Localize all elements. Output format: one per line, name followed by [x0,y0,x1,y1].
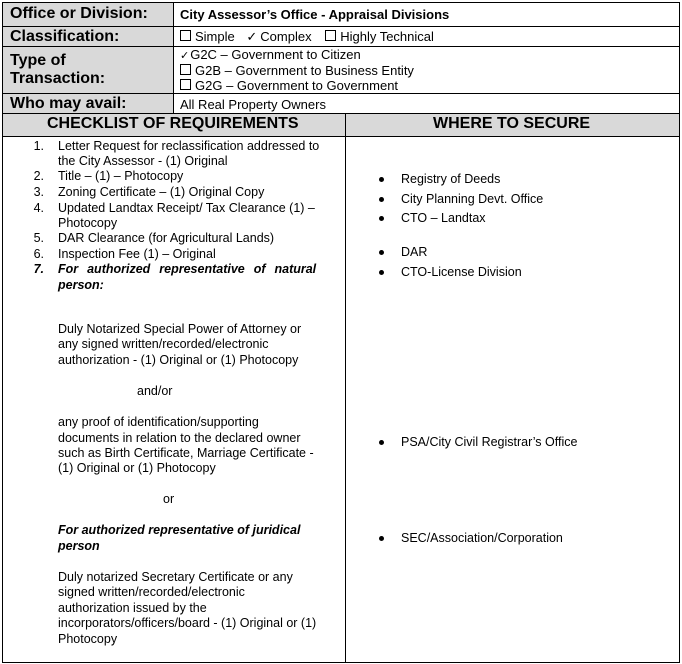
spa-line-1: Duly Notarized Special Power of Attorney or [58,322,302,336]
option-highly-technical: Highly Technical [340,29,434,44]
item-2-line-1: Title – (1) – Photocopy [58,169,184,183]
where-item: City Planning Devt. Office [401,192,544,206]
who-value: All Real Property Owners [180,97,326,112]
bullet-icon [379,177,384,182]
item-4-line-1: Updated Landtax Receipt/ Tax Clearance (1) – [58,201,315,215]
secretary-line-1: Duly notarized Secretary Certificate or any [58,570,293,584]
option-simple: Simple [195,29,235,44]
bullet-icon [379,270,384,275]
item-4-line-2: Photocopy [58,216,118,230]
checkmark-icon: ✓ [246,29,258,44]
item-1-line-1: Letter Request for reclassification addressed to [58,139,320,153]
item-number: 1. [33,139,44,153]
where-header: WHERE TO SECURE [433,115,591,132]
juridical-line-1: For authorized representative of juridical [58,523,301,537]
spa-line-3: authorization - (1) Original or (1) Photocopy [58,353,299,367]
where-item: Registry of Deeds [401,172,501,186]
secretary-line-4: incorporators/officers/board - (1) Original or (1) [58,616,317,630]
secretary-line-5: Photocopy [58,632,118,646]
or-text: or [163,492,175,506]
office-value: City Assessor’s Office - Appraisal Divisions [180,7,450,22]
item-number: 7. [33,262,44,276]
item-6-line-1: Inspection Fee (1) – Original [58,247,216,261]
type-g2b-label: G2B – Government to Business Entity [195,63,414,78]
bullet-icon [379,197,384,202]
classification-options [180,29,434,45]
where-body-cell [345,136,680,663]
checkmark-icon: ✓ [180,50,190,62]
checkbox-simple[interactable] [180,30,191,41]
item-number: 3. [33,185,44,199]
item-number: 2. [33,169,44,183]
proof-line-4: (1) Original or (1) Photocopy [58,461,216,475]
type-label-line1: Type of [10,52,66,69]
option-complex: Complex [260,29,312,44]
secretary-line-2: signed written/recorded/electronic [58,585,245,599]
bullet-icon [379,536,384,541]
type-label-line2: Transaction: [10,70,106,87]
and-or-text: and/or [137,384,173,398]
type-option-g2b [180,63,414,78]
where-item: CTO-License Division [401,265,522,279]
classification-label: Classification: [10,28,120,45]
item-number: 5. [33,231,44,245]
type-option-g2g [180,78,398,93]
who-label: Who may avail: [10,95,127,112]
where-item: PSA/City Civil Registrar’s Office [401,435,578,449]
type-g2g-label: G2G – Government to Government [195,78,399,93]
bullet-icon [379,440,384,445]
item-7-line-1: For authorized representative of natural [58,262,317,276]
item-1-line-2: the City Assessor - (1) Original [58,154,228,168]
juridical-line-2: person [58,539,100,553]
where-item: SEC/Association/Corporation [401,531,563,545]
office-label: Office or Division: [10,5,148,22]
secretary-line-3: authorization issued by the [58,601,207,615]
item-7-line-2: person: [58,278,104,292]
proof-line-2: documents in relation to the declared owner [58,431,301,445]
item-5-line-1: DAR Clearance (for Agricultural Lands) [58,231,275,245]
proof-line-3: such as Birth Certificate, Marriage Certificate - [58,446,314,460]
checklist-header: CHECKLIST OF REQUIREMENTS [47,115,299,132]
bullet-icon [379,250,384,255]
type-option-g2c [180,47,361,62]
where-item: DAR [401,245,428,259]
where-item: CTO – Landtax [401,211,486,225]
item-number: 4. [33,201,44,215]
item-3-line-1: Zoning Certificate – (1) Original Copy [58,185,265,199]
bullet-icon [379,216,384,221]
checkbox-highly-technical[interactable] [325,30,336,41]
item-number: 6. [33,247,44,261]
checkbox-g2b[interactable] [180,64,191,75]
checkbox-g2g[interactable] [180,79,191,90]
spa-line-2: any signed written/recorded/electronic [58,337,269,351]
type-g2c-label: G2C – Government to Citizen [190,47,361,62]
proof-line-1: any proof of identification/supporting [58,415,259,429]
